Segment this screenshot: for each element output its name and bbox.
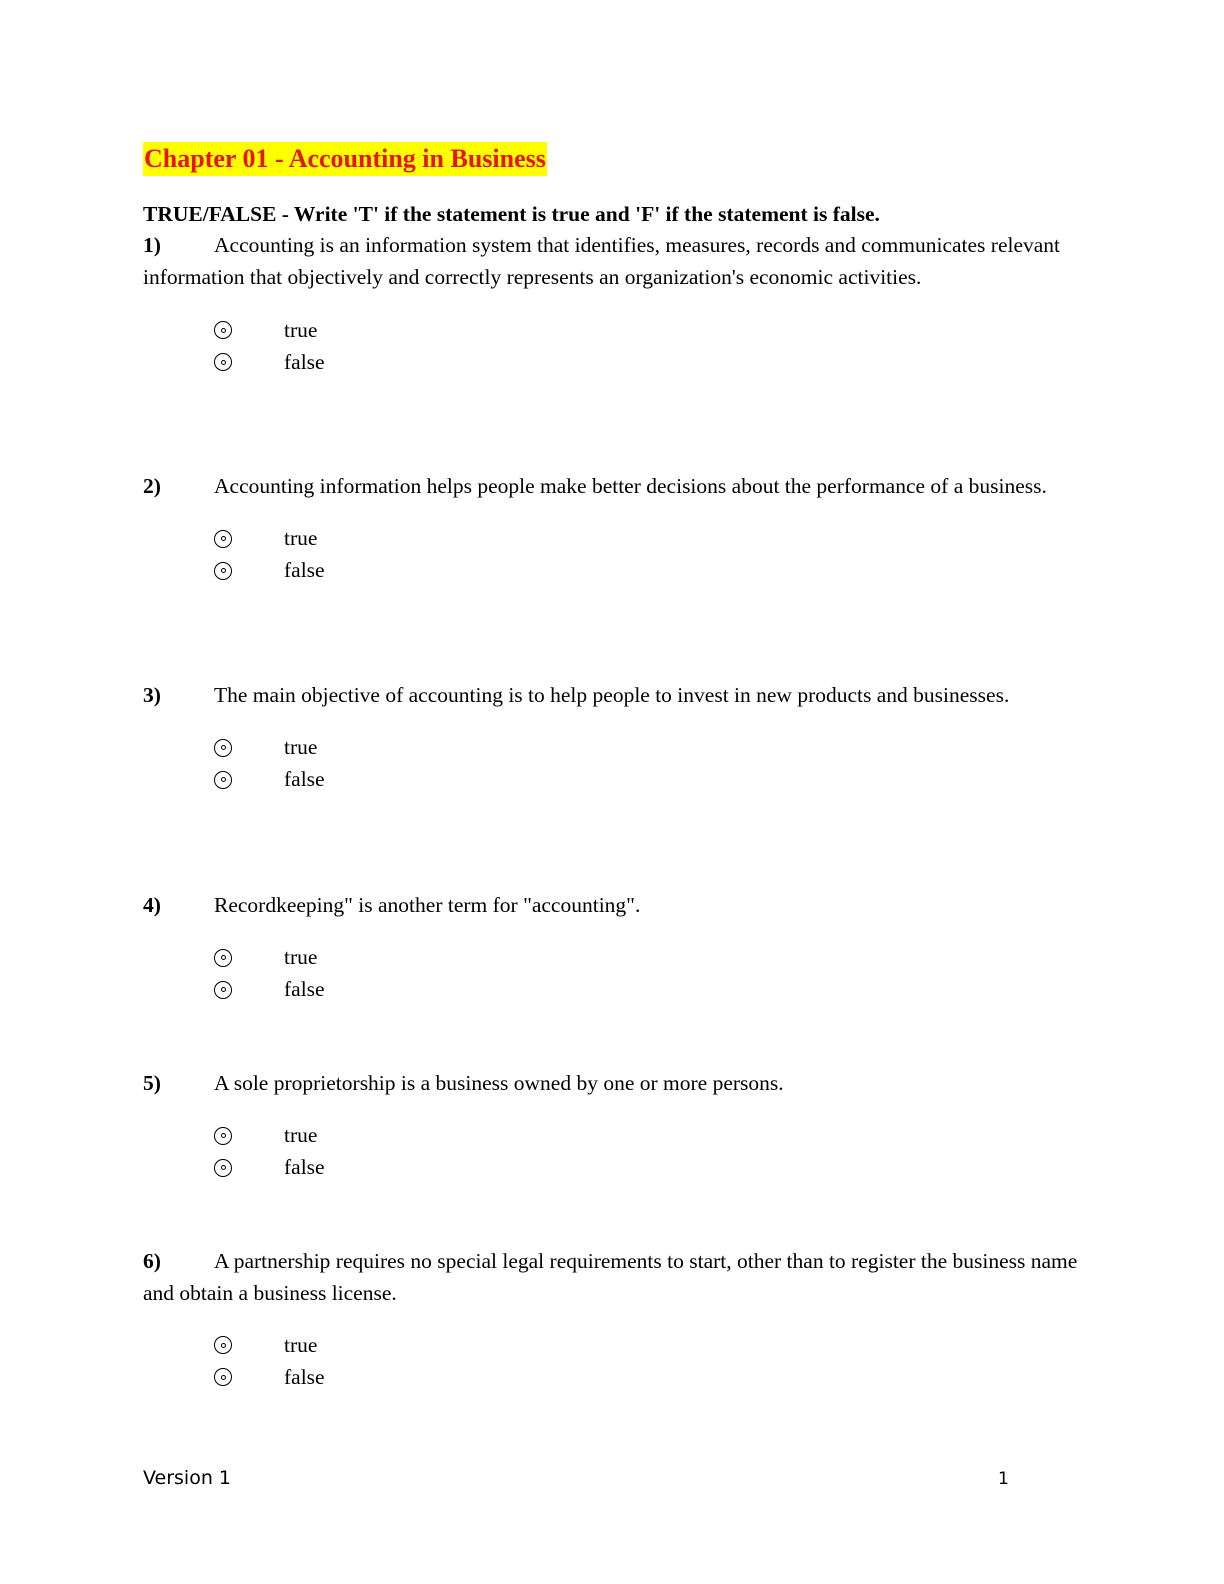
radio-button-icon[interactable] [214, 1368, 232, 1386]
option-label: true [284, 1123, 318, 1148]
option-true[interactable] [214, 523, 1083, 555]
answer-options [214, 942, 1083, 1006]
question-text: Recordkeeping" is another term for "accounting". [214, 893, 641, 917]
answer-options [214, 314, 1083, 378]
option-label: false [284, 558, 325, 583]
question-number: 2) [143, 474, 161, 498]
question-2-text-block [143, 471, 1083, 503]
question-number: 3) [143, 683, 161, 707]
option-label: true [284, 1332, 318, 1357]
option-true[interactable] [214, 732, 1083, 764]
question-6 [143, 1246, 1083, 1393]
radio-button-icon[interactable] [214, 321, 232, 339]
question-text: A partnership requires no special legal requirements to start, other than to register the business name and obtain a business license. [143, 1249, 1078, 1305]
radio-button-icon[interactable] [214, 949, 232, 967]
radio-button-icon[interactable] [214, 1127, 232, 1145]
radio-button-icon[interactable] [214, 771, 232, 789]
option-false[interactable] [214, 1152, 1083, 1184]
option-label: false [284, 1364, 325, 1389]
question-number: 4) [143, 893, 161, 917]
option-label: false [284, 349, 325, 374]
option-true[interactable] [214, 314, 1083, 346]
question-1 [143, 230, 1083, 378]
option-label: true [284, 317, 318, 342]
option-label: false [284, 1155, 325, 1180]
answer-options [214, 1120, 1083, 1184]
chapter-title: Chapter 01 - Accounting in Business [143, 142, 547, 176]
answer-options [214, 523, 1083, 587]
question-4 [143, 890, 1083, 1006]
radio-button-icon[interactable] [214, 1159, 232, 1177]
option-false[interactable] [214, 555, 1083, 587]
option-false[interactable] [214, 346, 1083, 378]
question-3 [143, 680, 1083, 796]
radio-button-icon[interactable] [214, 562, 232, 580]
question-2 [143, 471, 1083, 587]
question-text: The main objective of accounting is to help people to invest in new products and businesses. [214, 683, 1010, 707]
option-label: true [284, 945, 318, 970]
instructions: TRUE/FALSE - Write 'T' if the statement is true and 'F' if the statement is false. [143, 202, 880, 226]
question-5-text-block [143, 1068, 1083, 1100]
question-number: 5) [143, 1071, 161, 1095]
question-number: 6) [143, 1249, 161, 1273]
option-label: true [284, 526, 318, 551]
option-true[interactable] [214, 1120, 1083, 1152]
radio-button-icon[interactable] [214, 353, 232, 371]
question-number: 1) [143, 233, 161, 257]
footer-page-number: 1 [998, 1469, 1009, 1489]
option-label: false [284, 767, 325, 792]
answer-options [214, 1329, 1083, 1393]
option-false[interactable] [214, 974, 1083, 1006]
question-4-text-block [143, 890, 1083, 922]
question-text: Accounting is an information system that identifies, measures, records and communicates relevant information that objectively and correctly represents an organization's economic activities. [143, 233, 1061, 289]
option-true[interactable] [214, 942, 1083, 974]
question-3-text-block [143, 680, 1083, 712]
question-5 [143, 1068, 1083, 1184]
option-label: true [284, 735, 318, 760]
radio-button-icon[interactable] [214, 981, 232, 999]
radio-button-icon[interactable] [214, 530, 232, 548]
option-false[interactable] [214, 1361, 1083, 1393]
option-label: false [284, 977, 325, 1002]
question-1-text-block [143, 230, 1083, 293]
radio-button-icon[interactable] [214, 1336, 232, 1354]
footer-version: Version 1 [143, 1467, 231, 1489]
option-false[interactable] [214, 764, 1083, 796]
question-text: Accounting information helps people make better decisions about the performance of a business. [214, 474, 1047, 498]
question-text: A sole proprietorship is a business owned by one or more persons. [214, 1071, 784, 1095]
option-true[interactable] [214, 1329, 1083, 1361]
question-6-text-block [143, 1246, 1083, 1309]
answer-options [214, 732, 1083, 796]
radio-button-icon[interactable] [214, 739, 232, 757]
